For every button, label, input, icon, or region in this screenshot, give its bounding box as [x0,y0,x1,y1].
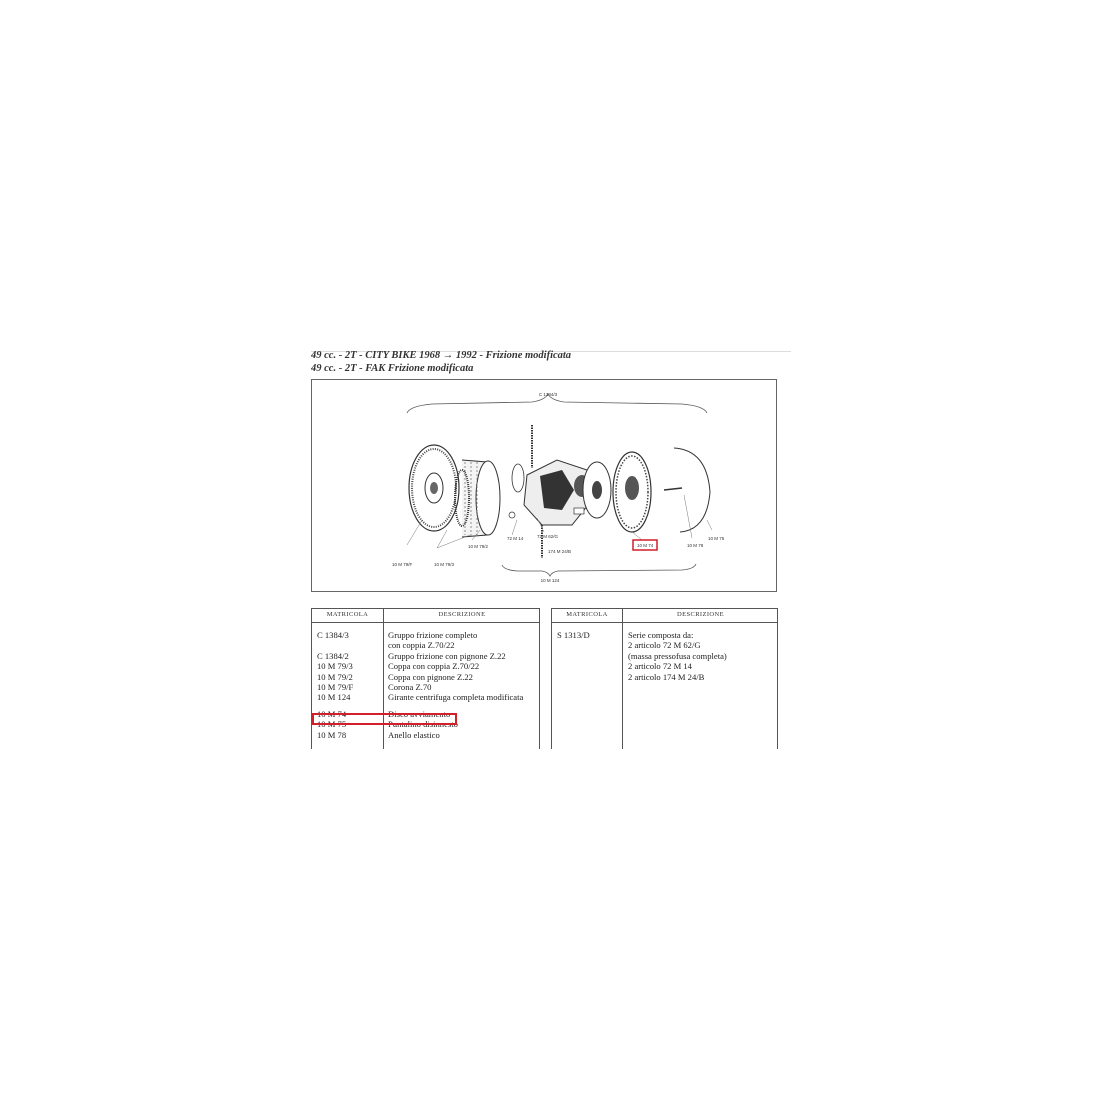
table-header [312,609,539,623]
table-row: 10 M 79/3 Coppa con coppia Z.70/22 [317,661,480,672]
label-10m79f: 10 M 79/F [392,562,413,567]
crown-gear [409,445,459,531]
start-disc [613,452,651,532]
table-rows [552,630,777,682]
exploded-diagram [311,379,777,592]
label-72m14: 72 M 14 [507,536,524,541]
parts-table-left [311,608,540,749]
table-row: 10 M 78 Anello elastico [317,729,440,740]
document-titles [311,349,791,375]
label-10m78: 10 M 78 [687,543,704,548]
table-row: S 1313/D Serie composta da: [557,630,694,640]
table-row: C 1384/3 Gruppo frizione completo [317,630,478,640]
column-header-descrizione: DESCRIZIONE [676,611,724,618]
table-row: 10 M 75 Puntalino disinnesto [317,719,458,730]
clutch-exploded-drawing [312,380,778,593]
highlight-box-table [312,713,457,725]
table-row: 10 M 79/F Corona Z.70 [317,681,432,692]
table-row: 10 M 79/2 Coppa con pignone Z.22 [317,671,473,682]
table-row: 2 articolo 72 M 62/G [628,640,701,651]
centrifugal-assembly [509,425,611,558]
label-72m62g: 72 M 62/G [537,534,559,539]
table-row: con coppia Z.70/22 [388,640,455,651]
pin-and-ring [664,448,710,532]
table-row: 2 articolo 72 M 14 [628,661,692,672]
label-10m74: 10 M 74 [637,543,654,548]
table-row-highlighted: 10 M 74 Disco avviamento [317,708,451,719]
clutch-cup [455,460,500,537]
column-header-matricola: MATRICOLA [566,611,608,618]
bottom-bracket [502,564,696,576]
table-header [552,609,777,623]
label-10m79-2: 10 M 79/2 [468,544,489,549]
table-row: (massa pressofusa completa) [628,650,727,661]
title-line-1: 49 cc. - 2T - CITY BIKE 1968 → 1992 - Frizione modificata [311,350,572,361]
parts-table-right [551,608,778,749]
label-assembly-bottom: 10 M 124 [540,578,560,583]
label-10m75: 10 M 75 [708,536,725,541]
table-row: C 1384/2 Gruppo frizione con pignone Z.22 [317,650,506,661]
title-line-2: 49 cc. - 2T - FAK Frizione modificata [311,363,474,374]
label-10m79-3: 10 M 79/3 [434,562,455,567]
column-header-matricola: MATRICOLA [326,611,369,618]
label-assembly-top: C 1384/3 [538,392,558,397]
column-header-descrizione: DESCRIZIONE [438,611,486,618]
table-row: 2 articolo 174 M 24/B [628,671,705,682]
label-174m24b: 174 M 24/B [548,549,572,554]
table-row: 10 M 124 Girante centrifuga completa modificata [317,692,524,703]
